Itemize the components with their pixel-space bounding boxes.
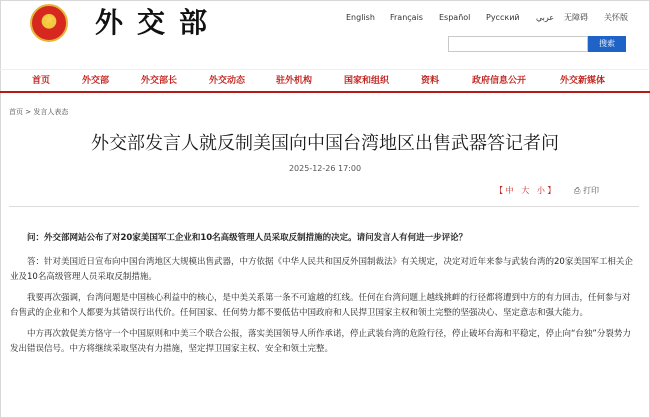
article-paragraph-3: 中方再次敦促美方恪守一个中国原则和中美三个联合公报，落实美国领导人所作承诺，停止武装台湾的危险行径，停止破坏台海和平稳定，停止向“台独”分裂势力发出错误信号。中方将继续采取坚决有力措施，坚定捍卫国家主权、安全和领土完整。 (10, 329, 631, 354)
search-input[interactable] (448, 36, 588, 52)
accessibility-link[interactable]: 无障碍 (564, 13, 588, 22)
printer-icon: ⎙ (574, 186, 581, 195)
nav-item-government-info[interactable]: 政府信息公开 (472, 76, 527, 86)
article-paragraph-1: 答：针对美国近日宣布向中国台湾地区大规模出售武器，中方依据《中华人民共和国反外国制裁法》有关规定，决定对近年来参与武装台湾的20家美国军工相关企业及10名高级管理人员采取反制措施。 (10, 257, 633, 282)
elderly-care-version-link[interactable]: 关怀版 (604, 13, 628, 22)
font-size-bracket-open: 【 (495, 186, 503, 195)
divider (9, 206, 639, 207)
font-size-medium-button[interactable]: 大 (521, 186, 530, 195)
language-bar (346, 12, 646, 26)
nav-item-resources[interactable]: 资料 (421, 76, 440, 86)
star-icon: ★ (43, 12, 56, 28)
font-size-bracket-close: 】 (547, 186, 556, 195)
lang-english-link[interactable]: English (346, 13, 375, 22)
site-logo-text[interactable]: 外交部 (95, 6, 222, 39)
nav-item-countries-organizations[interactable]: 国家和组织 (344, 76, 390, 86)
nav-item-activities[interactable]: 外交动态 (209, 76, 246, 86)
lang-russian-link[interactable]: Русский (486, 13, 520, 22)
site-header (0, 0, 650, 66)
breadcrumb[interactable]: 首页 > 发言人表态 (9, 108, 69, 116)
search-button[interactable]: 搜索 (588, 36, 626, 52)
article-paragraph-2: 我要再次强调，台湾问题是中国核心利益中的核心，是中美关系第一条不可逾越的红线。任何在台湾问题上越线挑衅的行径都将遭到中方的有力回击，任何参与对台售武的企业和个人都要为其错误行出代价。任何国家、任何势力都不要低估中国政府和人民捍卫国家主权和领土完整的坚强决心、坚定意志和强大能力。 (10, 293, 631, 318)
lang-french-link[interactable]: Français (390, 13, 423, 22)
nav-item-home[interactable]: 首页 (32, 76, 51, 86)
font-size-controls (495, 185, 555, 197)
national-emblem-icon[interactable] (30, 4, 68, 42)
lang-spanish-link[interactable]: Español (439, 13, 471, 22)
article-date: 2025-12-26 17:00 (288, 164, 362, 173)
print-label: 打印 (582, 186, 599, 195)
article-question: 问：外交部网站公布了对20家美国军工企业和10名高级管理人员采取反制措施的决定。请问发言人有何进一步评论？ (27, 233, 468, 243)
print-button[interactable] (574, 185, 599, 197)
article-body (10, 231, 636, 363)
nav-item-new-media[interactable]: 外交新媒体 (560, 76, 606, 86)
article-tools (0, 185, 650, 199)
lang-arabic-link[interactable]: عربي (536, 13, 555, 22)
nav-item-ministry[interactable]: 外交部 (82, 76, 110, 86)
search-box (448, 36, 626, 52)
nav-item-missions-abroad[interactable]: 驻外机构 (276, 76, 313, 86)
nav-item-minister[interactable]: 外交部长 (141, 76, 178, 86)
font-size-large-button[interactable]: 中 (505, 186, 514, 195)
main-nav (0, 69, 650, 93)
article-title: 外交部发言人就反制美国向中国台湾地区出售武器答记者问 (91, 133, 559, 154)
font-size-small-button[interactable]: 小 (536, 186, 545, 195)
